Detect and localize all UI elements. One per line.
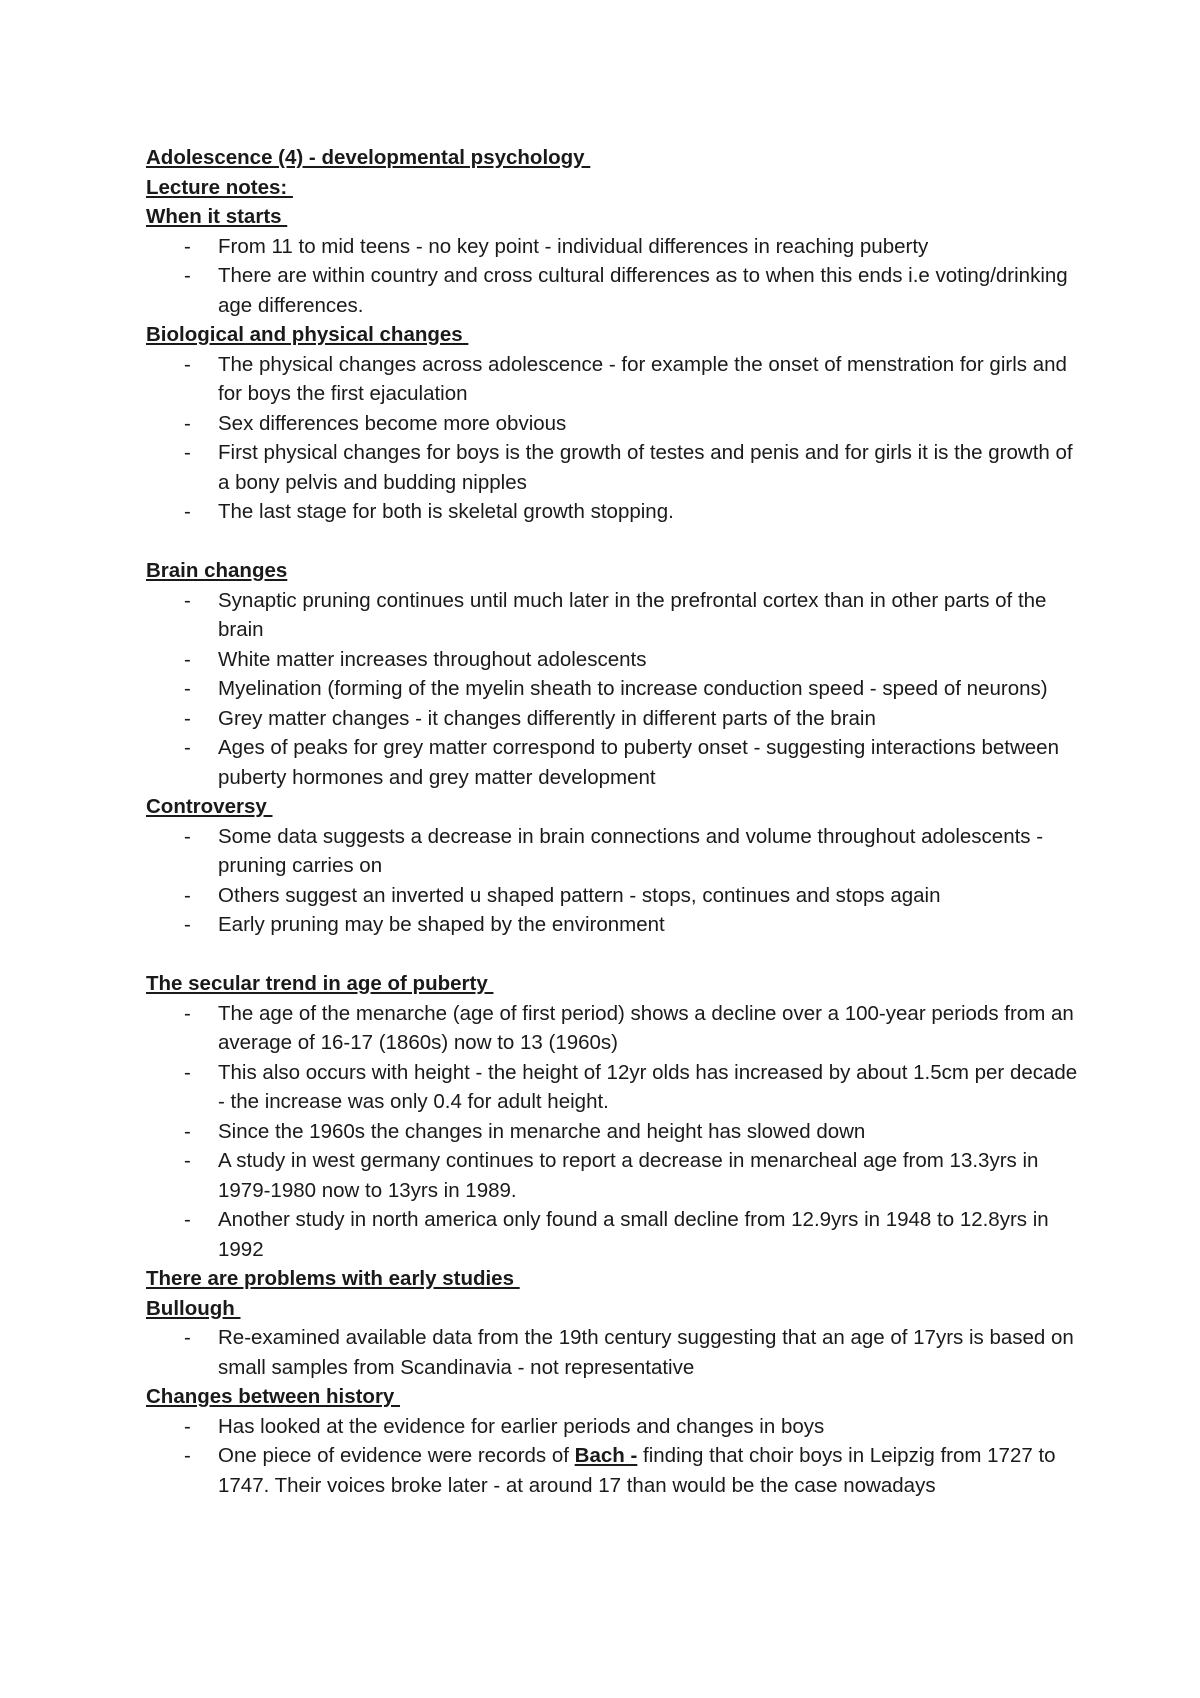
heading-when-it-starts: When it starts bbox=[146, 205, 288, 228]
bullet-text: Re-examined available data from the 19th century suggesting that an age of 17yrs is based on small samples from Scandinavia - not representative bbox=[218, 1326, 1074, 1379]
bullet-text: Others suggest an inverted u shaped pattern - stops, continues and stops again bbox=[218, 883, 941, 907]
bullet-text: Ages of peaks for grey matter correspond to puberty onset - suggesting interactions between puberty hormones and grey matter development bbox=[218, 736, 1059, 789]
bullet-dash: - bbox=[184, 1326, 191, 1349]
bullet-dash: - bbox=[184, 264, 191, 287]
bullet-dash: - bbox=[184, 234, 191, 258]
list-item bbox=[146, 232, 1086, 262]
bach-name: Bach - bbox=[574, 1444, 638, 1467]
bullet-dash: - bbox=[184, 883, 191, 907]
heading-biological-changes: Biological and physical changes bbox=[146, 323, 469, 346]
bullet-dash: - bbox=[184, 1001, 191, 1025]
bach-text-before: One piece of evidence were records of bbox=[218, 1444, 575, 1467]
bullet-dash: - bbox=[184, 1149, 191, 1172]
bullet-dash: - bbox=[184, 677, 191, 700]
heading-controversy: Controversy bbox=[146, 795, 273, 818]
bullet-text: First physical changes for boys is the growth of testes and penis and for girls it is the growth of a bony pelvis and budding nipples bbox=[218, 441, 1073, 494]
paragraph-gap bbox=[146, 940, 1086, 970]
list-biological-changes bbox=[146, 350, 1086, 527]
list-item bbox=[146, 497, 1086, 527]
heading-problems-early-studies: There are problems with early studies bbox=[146, 1267, 520, 1290]
bach-text-after: finding that choir boys in Leipzig from 1727 to 1747. Their voices broke later - at around 17 than would be the case nowadays bbox=[218, 1444, 1056, 1497]
list-item bbox=[146, 1205, 1086, 1264]
list-item bbox=[146, 999, 1086, 1058]
bullet-text: There are within country and cross cultural differences as to when this ends i.e voting/drinking age differences. bbox=[218, 264, 1068, 317]
bullet-text: Sex differences become more obvious bbox=[218, 411, 567, 435]
bullet-dash: - bbox=[184, 824, 191, 848]
bullet-dash: - bbox=[184, 706, 191, 730]
bullet-text: The age of the menarche (age of first period) shows a decline over a 100-year periods from an average of 16-17 (1860s) now to 13 (1960s) bbox=[218, 1001, 1074, 1054]
list-item bbox=[146, 350, 1086, 409]
list-when-it-starts bbox=[146, 232, 1086, 321]
bullet-text: Grey matter changes - it changes differently in different parts of the brain bbox=[218, 706, 876, 730]
list-item bbox=[146, 1058, 1086, 1117]
heading-secular-trend: The secular trend in age of puberty bbox=[146, 972, 494, 995]
bullet-text: Some data suggests a decrease in brain connections and volume throughout adolescents - pruning carries on bbox=[218, 824, 1044, 877]
bullet-text: This also occurs with height - the height of 12yr olds has increased by about 1.5cm per decade - the increase was only 0.4 for adult height. bbox=[218, 1060, 1078, 1113]
bullet-dash: - bbox=[184, 913, 191, 936]
list-item bbox=[146, 733, 1086, 792]
bullet-dash: - bbox=[184, 1208, 191, 1231]
bullet-dash: - bbox=[184, 588, 191, 612]
list-item bbox=[146, 586, 1086, 645]
bullet-text: From 11 to mid teens - no key point - individual differences in reaching puberty bbox=[218, 234, 929, 258]
bullet-dash: - bbox=[184, 411, 191, 435]
list-item bbox=[146, 881, 1086, 911]
list-item bbox=[146, 910, 1086, 940]
bullet-text: Another study in north america only found a small decline from 12.9yrs in 1948 to 12.8yrs in 1992 bbox=[218, 1208, 1049, 1261]
bullet-dash: - bbox=[184, 647, 191, 671]
list-item bbox=[146, 1117, 1086, 1147]
bullet-text: Synaptic pruning continues until much later in the prefrontal cortex than in other parts of the brain bbox=[218, 588, 1047, 641]
list-bullough bbox=[146, 1323, 1086, 1382]
list-item bbox=[146, 261, 1086, 320]
bullet-text: The last stage for both is skeletal growth stopping. bbox=[218, 500, 674, 523]
list-secular-trend bbox=[146, 999, 1086, 1265]
list-item bbox=[146, 1412, 1086, 1442]
list-item bbox=[146, 674, 1086, 704]
bullet-dash: - bbox=[184, 1119, 191, 1143]
list-item bbox=[146, 438, 1086, 497]
heading-bullough: Bullough bbox=[146, 1296, 241, 1320]
bullet-text: Myelination (forming of the myelin sheath to increase conduction speed - speed of neurons) bbox=[218, 677, 1048, 700]
bullet-text: Early pruning may be shaped by the environment bbox=[218, 913, 665, 936]
list-item bbox=[146, 409, 1086, 439]
list-item bbox=[146, 822, 1086, 881]
lecture-notes-label: Lecture notes: bbox=[146, 175, 293, 199]
list-item bbox=[146, 1323, 1086, 1382]
document-title: Adolescence (4) - developmental psychology bbox=[146, 146, 591, 169]
heading-changes-between-history: Changes between history bbox=[146, 1385, 401, 1408]
document-page bbox=[146, 143, 1086, 1500]
bullet-text: Has looked at the evidence for earlier periods and changes in boys bbox=[218, 1414, 825, 1438]
bullet-dash: - bbox=[184, 1414, 191, 1438]
bullet-dash: - bbox=[184, 736, 191, 759]
list-item bbox=[146, 704, 1086, 734]
list-bach-evidence bbox=[146, 1441, 1086, 1500]
list-changes-between-history bbox=[146, 1412, 1086, 1442]
list-item bbox=[146, 1146, 1086, 1205]
bullet-text: White matter increases throughout adolescents bbox=[218, 647, 647, 671]
bullet-dash: - bbox=[184, 500, 191, 523]
bullet-text: The physical changes across adolescence - for example the onset of menstration for girls and for boys the first ejaculation bbox=[218, 352, 1067, 405]
list-brain-changes bbox=[146, 586, 1086, 793]
bullet-dash: - bbox=[184, 352, 191, 376]
bullet-text: Since the 1960s the changes in menarche and height has slowed down bbox=[218, 1119, 866, 1143]
list-item bbox=[146, 1441, 1086, 1500]
bullet-dash: - bbox=[184, 441, 191, 464]
paragraph-gap bbox=[146, 527, 1086, 557]
heading-brain-changes: Brain changes bbox=[146, 559, 288, 582]
list-controversy bbox=[146, 822, 1086, 940]
bullet-text: A study in west germany continues to report a decrease in menarcheal age from 13.3yrs in 1979-1980 now to 13yrs in 1989. bbox=[218, 1149, 1039, 1202]
bullet-dash: - bbox=[184, 1060, 191, 1084]
bullet-dash: - bbox=[184, 1444, 191, 1467]
list-item bbox=[146, 645, 1086, 675]
